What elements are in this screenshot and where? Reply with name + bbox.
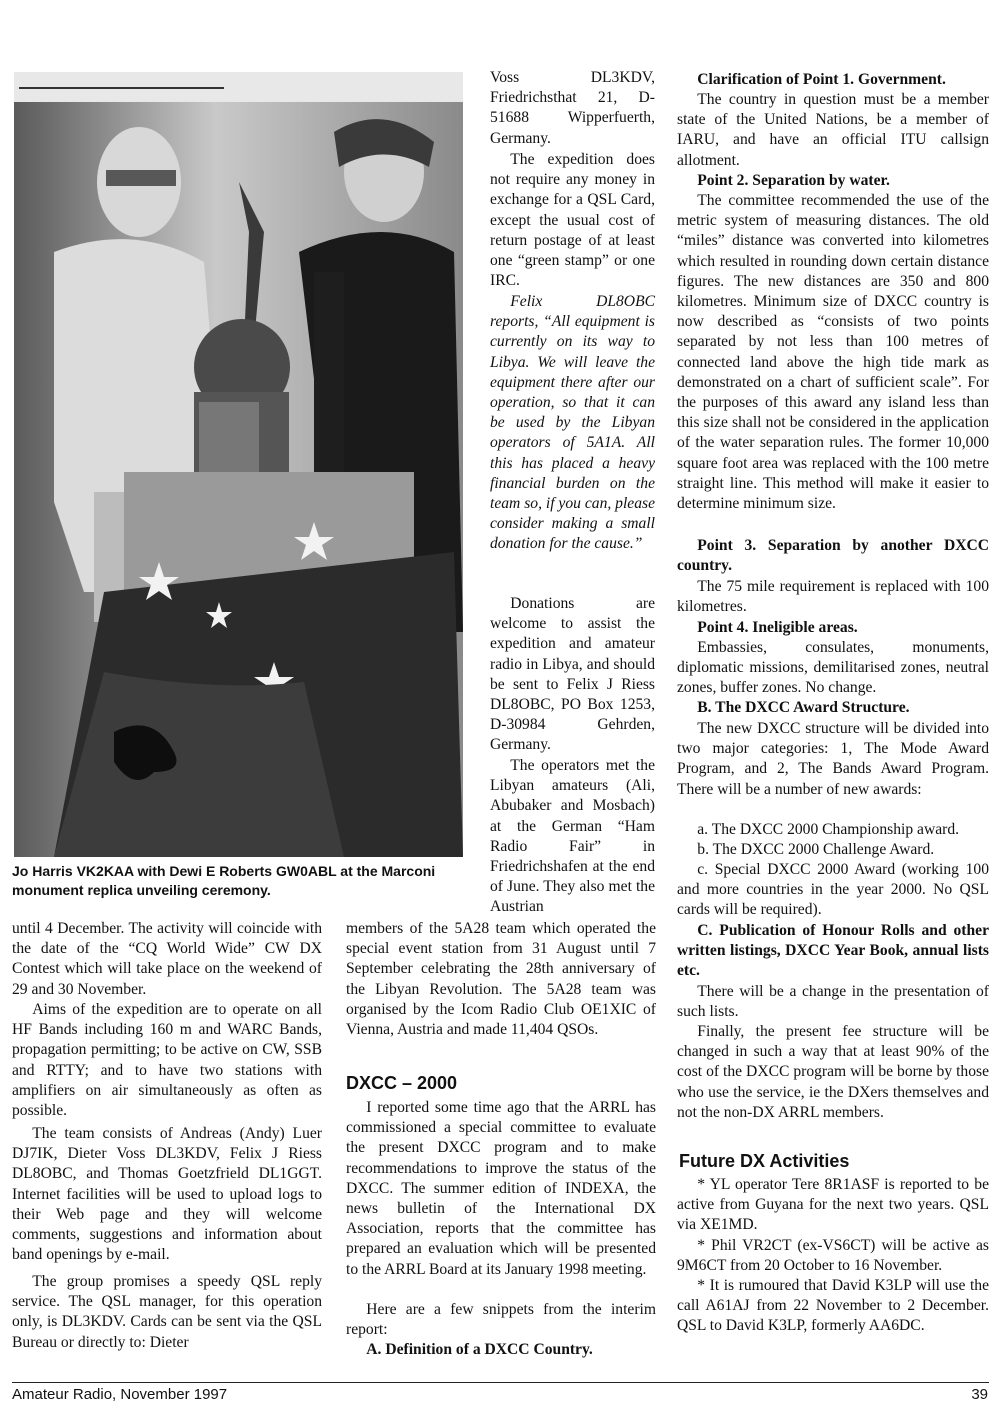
photo xyxy=(14,72,463,857)
page-number: 39 xyxy=(971,1386,988,1403)
photo-image xyxy=(14,72,463,857)
list-item: b. The DXCC 2000 Challenge Award. xyxy=(697,841,935,858)
list-item: c. Special DXCC 2000 Award (working 100 and more countries in the year 2000. No QSL cards will be required). xyxy=(677,861,989,919)
list-item: * YL operator Tere 8R1ASF is reported to be active from Guyana for the next two years. QSL via XE1MD. xyxy=(677,1176,989,1234)
paragraph: The expedition does not require any money in exchange for a QSL Card, except the usual cost of return postage of at least one “green stamp” or one IRC. xyxy=(490,151,655,290)
paragraph: The new DXCC structure will be divided into two major categories: 1, The Mode Award Program, and 2, The Bands Award Program. There will be a number of new awards: xyxy=(677,720,989,798)
paragraph: The committee recommended the use of the metric system of measuring distances. The old “miles” distance was converted into kilometres which resulted in rounding down certain distance figures. The new distances are 350 and 800 kilometres. Minimum size of DXCC country is now described as “consists of two points separated by not less than 100 metres of connected land above the high tide mark as demonstrated on a chart of sufficient scale”. For the purposes of this award any island less than this size shall not be considered in the application of the water separation rules. The former 10,000 square foot area was replaced with the 100 metre straight line. This method will make it easier to determine minimum size. xyxy=(677,192,989,513)
subheading: Point 4. Ineligible areas. xyxy=(697,619,858,636)
paragraph: Donations are welcome to assist the expedition and amateur radio in Libya, and should be sent to Felix J Riess DL8OBC, PO Box 1253, D-30984 Gehrden, Germany. xyxy=(490,595,655,754)
subheading: C. Publication of Honour Rolls and other written listings, DXCC Year Book, annual lists etc. xyxy=(677,922,989,980)
section-title-dxcc: DXCC – 2000 xyxy=(346,1073,458,1093)
paragraph: The group promises a speedy QSL reply service. The QSL manager, for this operation only, is DL3KDV. Cards can be sent via the QSL Bureau or directly to: Dieter xyxy=(12,1273,322,1351)
subheading: Point 3. Separation by another DXCC country. xyxy=(677,537,989,575)
paragraph: Embassies, consulates, monuments, diplomatic missions, demilitarised zones, neutral zones, buffer zones. No change. xyxy=(677,639,989,697)
paragraph: The 75 mile requirement is replaced with 100 kilometres. xyxy=(677,578,989,616)
paragraph: The team consists of Andreas (Andy) Luer DJ7IK, Dieter Voss DL3KDV, Felix J Riess DL8OBC, and Thomas Goetzfrield DL1GGT. Internet facilities will be used to upload logs to their Web page and they will welcome comments, suggestions and information about band openings by e-mail. xyxy=(12,1125,322,1264)
list-item: * It is rumoured that David K3LP will use the call A61AJ from 22 November to 2 December. QSL to David K3LP, formerly AA6DC. xyxy=(677,1277,989,1335)
paragraph: The operators met the Libyan amateurs (Ali, Abubaker and Mosbach) at the German “Ham Radio Fair” in Friedrichshafen at the end of June. They also met the Austrian xyxy=(490,757,655,916)
subheading: B. The DXCC Award Structure. xyxy=(697,699,910,716)
paragraph: I reported some time ago that the ARRL has commissioned a special committee to evaluate the present DXCC program and to make recommendations to improve the status of the DXCC. The summer edition of INDEXA, the news bulletin of the International DX Association, reports that the committee has prepared an evaluation which will be presented to the ARRL Board at its January 1998 meeting. xyxy=(346,1099,656,1278)
paragraph: Felix DL8OBC reports, “All equipment is currently on its way to Libya. We will leave the equipment there after our operation, so that it can be used by the Libyan operators of 5A1A. All this has placed a heavy financial burden on the team so, if you can, please consider making a small donation for the cause.” xyxy=(490,293,655,553)
paragraph: Here are a few snippets from the interim report: xyxy=(346,1301,656,1339)
footer-rule xyxy=(12,1382,989,1383)
footer-publication: Amateur Radio, November 1997 xyxy=(12,1386,228,1403)
subheading: Point 2. Separation by water. xyxy=(697,172,890,189)
list-item: * Phil VR2CT (ex-VS6CT) will be active as 9M6CT from 20 October to 16 November. xyxy=(677,1237,989,1275)
paragraph: There will be a change in the presentation of such lists. xyxy=(677,983,989,1021)
subheading: A. Definition of a DXCC Country. xyxy=(366,1341,593,1358)
photo-caption: Jo Harris VK2KAA with Dewi E Roberts GW0ABL at the Marconi monument replica unveiling ceremony. xyxy=(12,863,436,898)
paragraph: The country in question must be a member state of the United Nations, be a member of IARU, and have an official ITU callsign allotment. xyxy=(677,91,989,169)
paragraph: Voss DL3KDV, Friedrichsthat 21, D-51688 Wipperfuerth, Germany. xyxy=(490,69,655,147)
subheading: Clarification of Point 1. Government. xyxy=(697,71,946,88)
paragraph: Aims of the expedition are to operate on all HF Bands including 160 m and WARC Bands, propagation permitting; to be active on CW, SSB and RTTY; and to have two stations with amplifiers on air simultaneously as often as possible. xyxy=(12,1001,322,1120)
section-title-future-dx: Future DX Activities xyxy=(679,1151,850,1171)
paragraph: members of the 5A28 team which operated the special event station from 31 August until 7 September celebrating the 28th anniversary of the Libyan Revolution. The 5A28 team was organised by the Icom Radio Club OE1XIC of Vienna, Austria and made 11,404 QSOs. xyxy=(346,920,656,1039)
list-item: a. The DXCC 2000 Championship award. xyxy=(697,821,960,838)
paragraph: Finally, the present fee structure will be changed in such a way that at least 90% of the cost of the DXCC program will be borne by those who use the service, ie the DXers themselves and not the non-DX ARRL members. xyxy=(677,1023,989,1121)
paragraph: until 4 December. The activity will coincide with the date of the “CQ World Wide” CW DX Contest which will take place on the weekend of 29 and 30 November. xyxy=(12,920,322,998)
